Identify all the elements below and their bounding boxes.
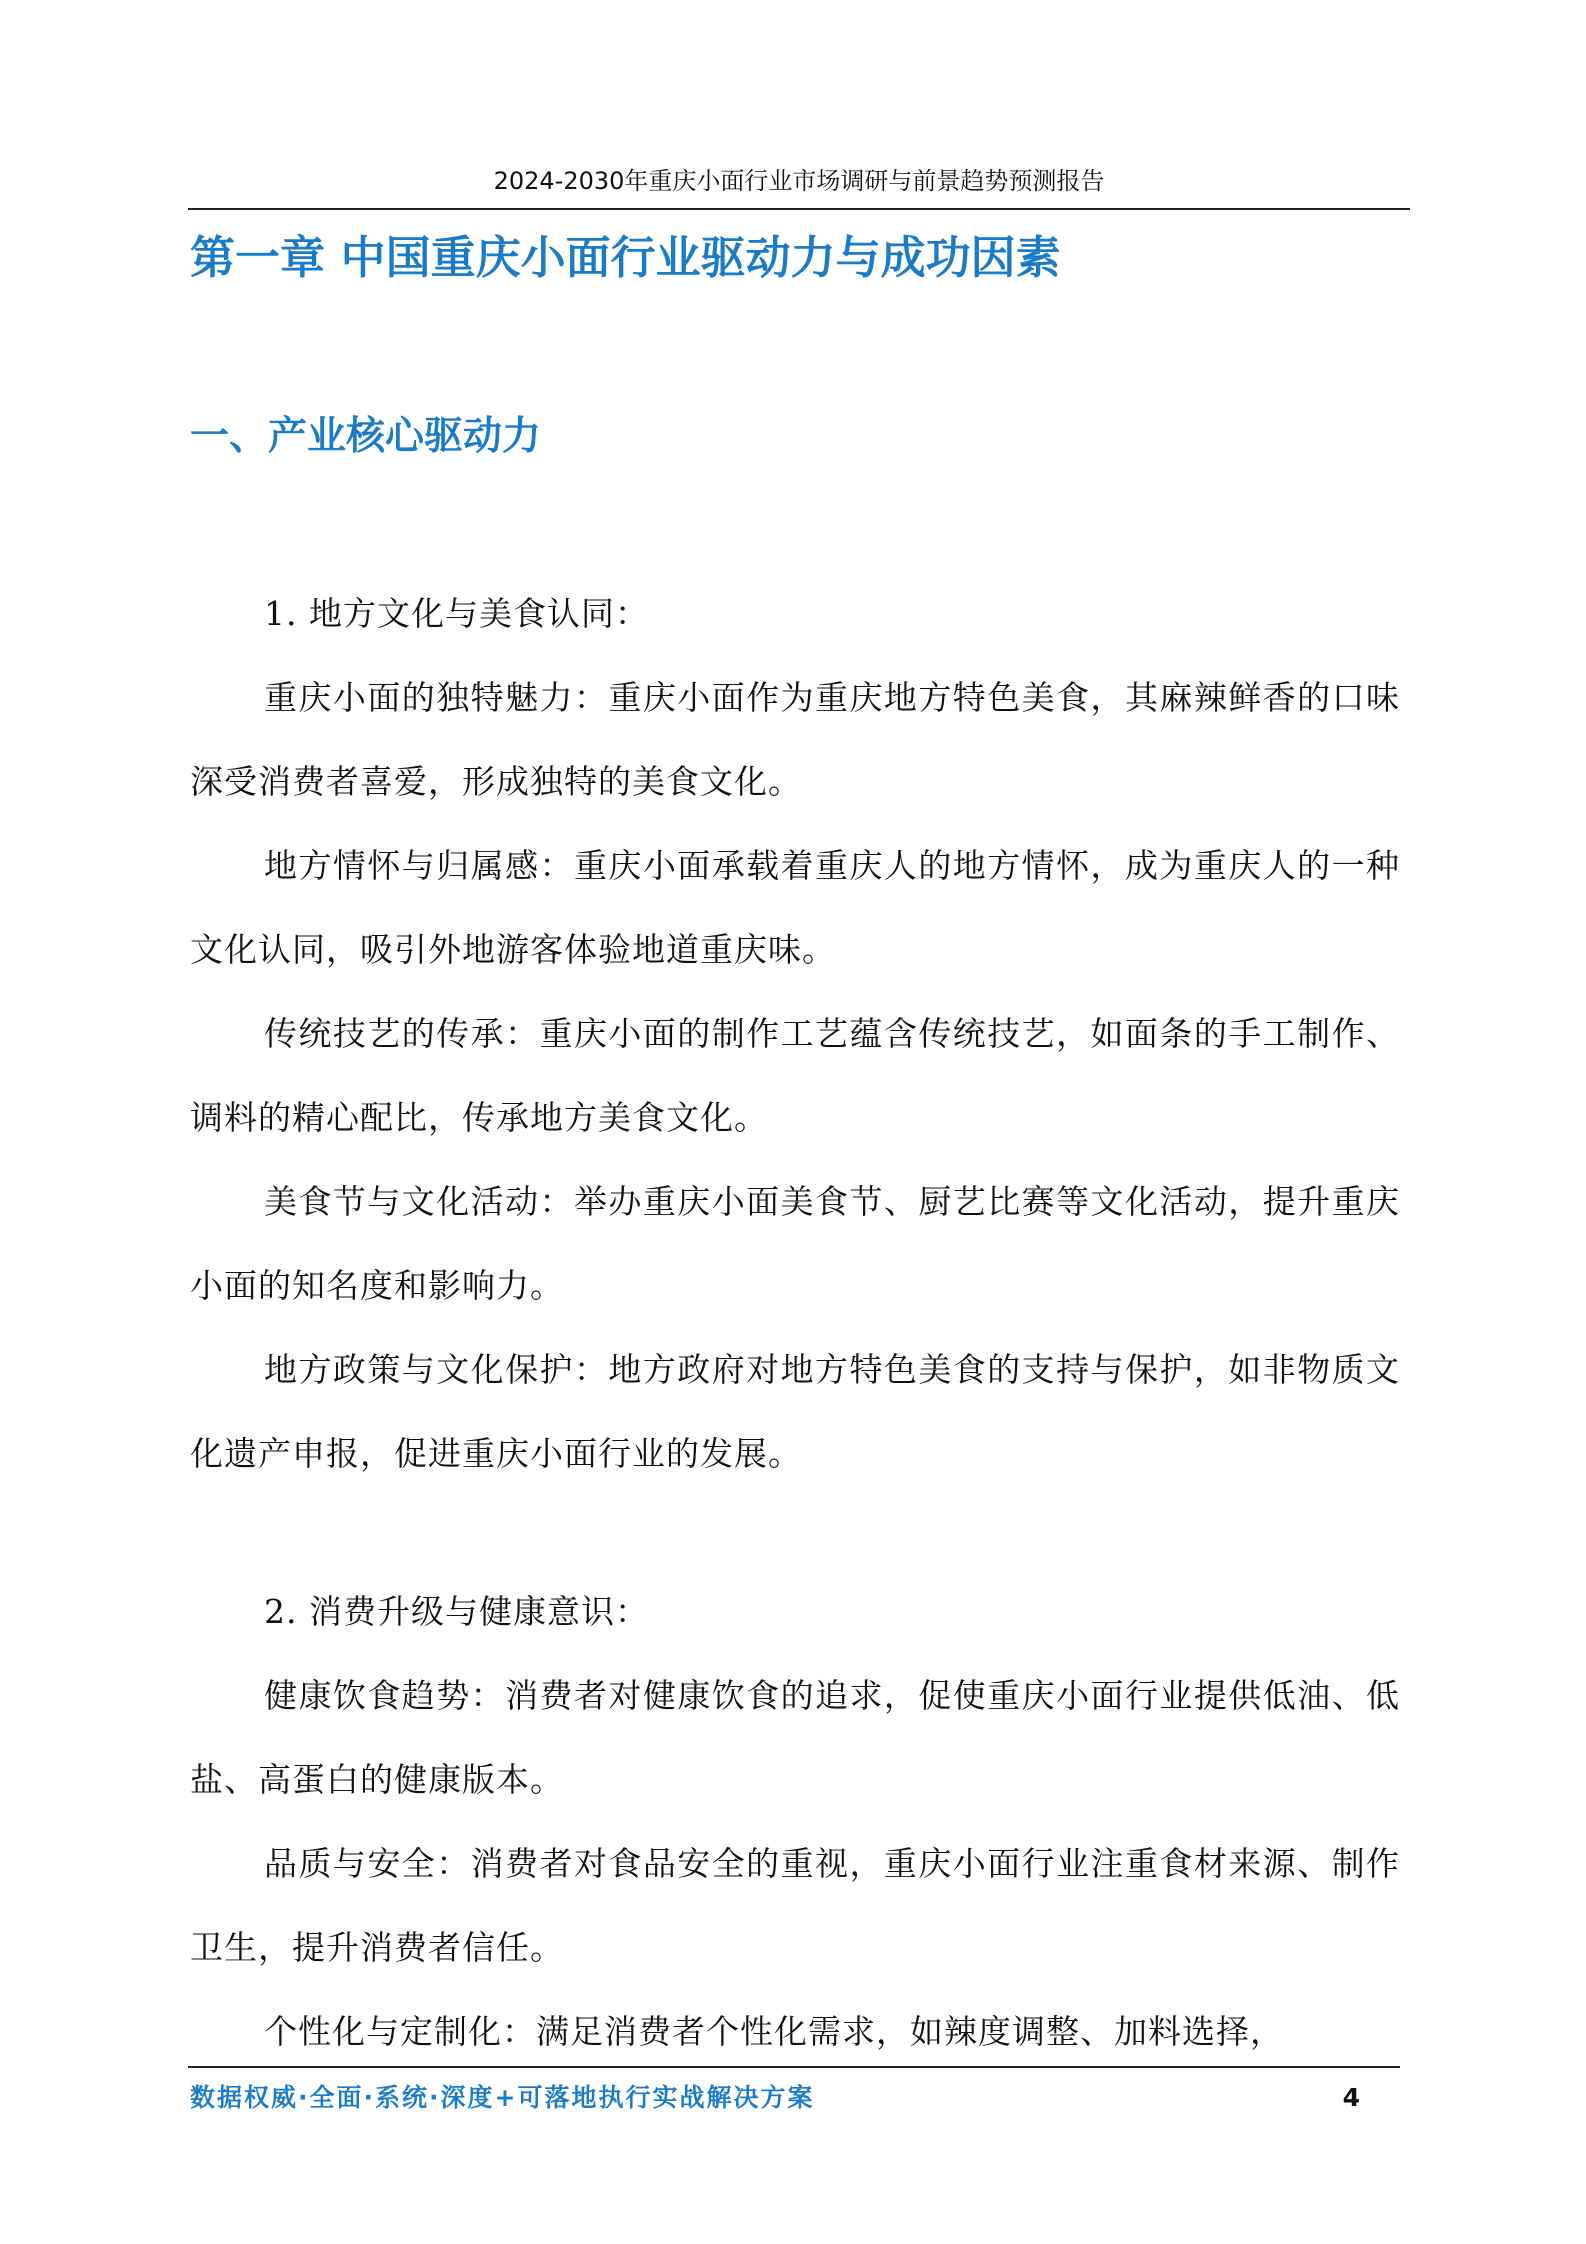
page-number: 4 (1342, 2083, 1360, 2112)
paragraph: 美食节与文化活动：举办重庆小面美食节、厨艺比赛等文化活动，提升重庆小面的知名度和影响力。 (190, 1182, 1400, 1305)
subsection-heading: 1. 地方文化与美食认同： (264, 594, 649, 633)
footer-divider (188, 2066, 1400, 2068)
footer-slogan: 数据权威·全面·系统·深度+可落地执行实战解决方案 (190, 2083, 815, 2112)
paragraph: 个性化与定制化：满足消费者个性化需求，如辣度调整、加料选择， (264, 2012, 1284, 2051)
subsection-2 (190, 1570, 1400, 2074)
subsection-1 (190, 572, 1400, 1496)
paragraph: 重庆小面的独特魅力：重庆小面作为重庆地方特色美食，其麻辣鲜香的口味深受消费者喜爱，形成独特的美食文化。 (190, 678, 1400, 801)
paragraph: 地方政策与文化保护：地方政府对地方特色美食的支持与保护，如非物质文化遗产申报，促进重庆小面行业的发展。 (190, 1350, 1400, 1473)
subsection-heading: 2. 消费升级与健康意识： (264, 1592, 649, 1631)
page-header-title: 2024-2030年重庆小面行业市场调研与前景趋势预测报告 (493, 167, 1105, 195)
paragraph: 健康饮食趋势：消费者对健康饮食的追求，促使重庆小面行业提供低油、低盐、高蛋白的健康版本。 (190, 1676, 1400, 1799)
header-divider (188, 208, 1410, 210)
paragraph: 地方情怀与归属感：重庆小面承载着重庆人的地方情怀，成为重庆人的一种文化认同，吸引外地游客体验地道重庆味。 (190, 846, 1400, 969)
section-title: 一、产业核心驱动力 (190, 414, 542, 459)
paragraph: 品质与安全：消费者对食品安全的重视，重庆小面行业注重食材来源、制作卫生，提升消费者信任。 (190, 1844, 1400, 1967)
chapter-title: 第一章 中国重庆小面行业驱动力与成功因素 (190, 231, 1061, 284)
paragraph: 传统技艺的传承：重庆小面的制作工艺蕴含传统技艺，如面条的手工制作、调料的精心配比，传承地方美食文化。 (190, 1014, 1400, 1137)
